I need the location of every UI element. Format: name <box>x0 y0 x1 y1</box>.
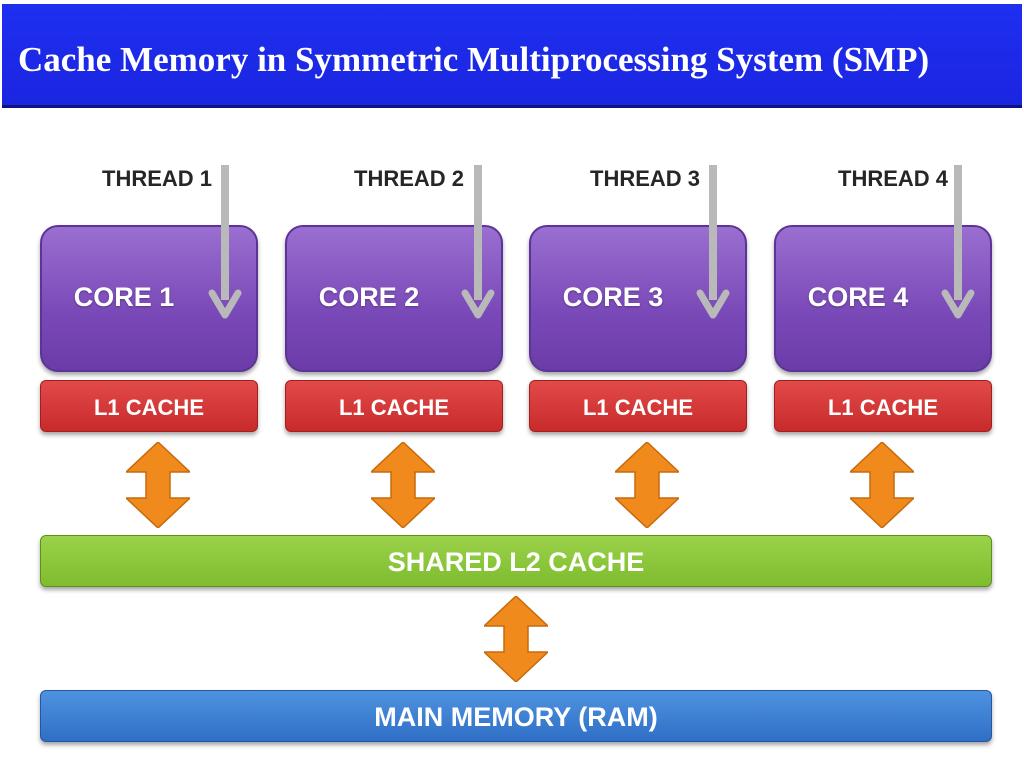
l1-cache-label-1: L1 CACHE <box>93 395 204 420</box>
up-down-arrow-icon <box>126 442 190 528</box>
core-label-1: CORE 1 <box>73 282 175 312</box>
l1-cache-label-3: L1 CACHE <box>582 395 693 420</box>
title-bar <box>2 4 1022 108</box>
down-arrow-icon <box>698 165 728 323</box>
main-memory <box>40 690 992 742</box>
l1-cache-label-2: L1 CACHE <box>338 395 449 420</box>
page-title: Cache Memory in Symmetric Multiprocessing System (SMP) <box>18 40 930 79</box>
down-arrow-icon <box>943 165 973 323</box>
core-label-3: CORE 3 <box>562 282 664 312</box>
l1-cache-label-4: L1 CACHE <box>827 395 938 420</box>
up-down-arrow-icon <box>850 442 914 528</box>
down-arrow-icon <box>463 165 493 323</box>
shared-l2-cache <box>40 535 992 587</box>
thread-label-1: THREAD 1 <box>102 166 213 191</box>
l1-cache-4 <box>774 380 992 432</box>
up-down-arrow-icon <box>615 442 679 528</box>
shared-l2-cache-label: SHARED L2 CACHE <box>387 547 645 577</box>
thread-label-4: THREAD 4 <box>838 166 949 191</box>
core-label-4: CORE 4 <box>807 282 909 312</box>
up-down-arrow-icon <box>371 442 435 528</box>
core-label-2: CORE 2 <box>318 282 420 312</box>
thread-label-2: THREAD 2 <box>354 166 465 191</box>
l1-cache-3 <box>529 380 747 432</box>
l1-cache-2 <box>285 380 503 432</box>
l1-cache-1 <box>40 380 258 432</box>
thread-label-3: THREAD 3 <box>590 166 701 191</box>
up-down-arrow-icon <box>484 596 548 682</box>
down-arrow-icon <box>210 165 240 323</box>
main-memory-label: MAIN MEMORY (RAM) <box>374 702 658 732</box>
